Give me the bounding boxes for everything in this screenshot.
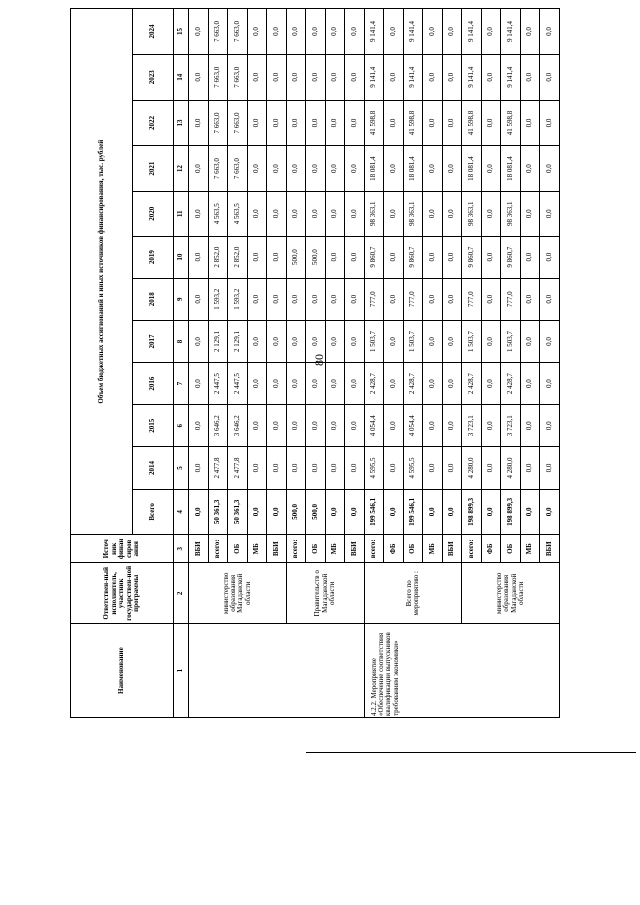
source-cell: ФБ: [481, 535, 501, 563]
value-cell: 0,0: [481, 405, 501, 447]
column-number: 15: [173, 9, 188, 55]
value-cell: 18 081,4: [403, 146, 423, 192]
value-cell: 0,0: [345, 489, 365, 535]
column-number: 13: [173, 100, 188, 146]
source-cell: МБ: [247, 535, 267, 563]
value-cell: 4 563,5: [208, 192, 228, 237]
value-cell: 0,0: [189, 100, 209, 146]
executor-cell: Правительств о Магаданской области: [286, 563, 364, 624]
value-cell: 500,0: [306, 236, 326, 278]
value-cell: 0,0: [520, 54, 540, 100]
value-cell: 0,0: [247, 146, 267, 192]
column-number: 14: [173, 54, 188, 100]
value-cell: 98 363,1: [462, 192, 482, 237]
value-cell: 777,0: [403, 278, 423, 320]
value-cell: 0,0: [442, 236, 462, 278]
source-cell: всего:: [462, 535, 482, 563]
value-cell: 0,0: [423, 489, 443, 535]
value-cell: 0,0: [286, 405, 306, 447]
value-cell: 3 723,1: [462, 405, 482, 447]
value-cell: 2 428,7: [501, 363, 521, 405]
year-header: 2019: [132, 236, 173, 278]
value-cell: 0,0: [267, 320, 287, 362]
value-cell: 0,0: [423, 9, 443, 55]
value-cell: 0,0: [306, 192, 326, 237]
value-cell: 0,0: [189, 405, 209, 447]
value-cell: 0,0: [520, 363, 540, 405]
value-cell: 0,0: [481, 54, 501, 100]
value-cell: 0,0: [345, 146, 365, 192]
value-cell: 0,0: [189, 192, 209, 237]
executor-cell: министерство образования Магаданской области: [189, 563, 287, 624]
value-cell: 7 663,0: [228, 9, 248, 55]
value-cell: 2 477,8: [208, 447, 228, 489]
value-cell: 0,0: [286, 54, 306, 100]
value-cell: 0,0: [325, 320, 345, 362]
table-row: [189, 9, 209, 718]
value-cell: 0,0: [520, 100, 540, 146]
value-cell: 0,0: [267, 278, 287, 320]
column-number: 12: [173, 146, 188, 192]
value-cell: 0,0: [286, 192, 306, 237]
value-cell: 0,0: [345, 320, 365, 362]
value-cell: 0,0: [384, 447, 404, 489]
value-cell: 0,0: [384, 54, 404, 100]
value-cell: 0,0: [384, 489, 404, 535]
value-cell: 0,0: [384, 405, 404, 447]
year-header: 2020: [132, 192, 173, 237]
value-cell: 0,0: [540, 447, 560, 489]
value-cell: 0,0: [189, 9, 209, 55]
value-cell: 0,0: [286, 363, 306, 405]
value-cell: 0,0: [286, 447, 306, 489]
header-volume: Объем бюджетных ассигнований и иных источников финансирования, тыс. рублей: [71, 9, 133, 535]
value-cell: 0,0: [325, 192, 345, 237]
row-number: [189, 624, 365, 718]
value-cell: 0,0: [384, 100, 404, 146]
value-cell: 4 054,4: [403, 405, 423, 447]
value-cell: 2 447,5: [228, 363, 248, 405]
value-cell: 98 363,1: [501, 192, 521, 237]
value-cell: 0,0: [384, 192, 404, 237]
value-cell: 41 598,8: [364, 100, 384, 146]
value-cell: 0,0: [481, 100, 501, 146]
year-header: 2018: [132, 278, 173, 320]
value-cell: 0,0: [325, 54, 345, 100]
value-cell: 0,0: [306, 320, 326, 362]
value-cell: 0,0: [540, 100, 560, 146]
value-cell: 0,0: [442, 320, 462, 362]
value-cell: 3 646,2: [228, 405, 248, 447]
measure-name: 4.2.2. Мероприятие «Обеспечение соответствия квалификации выпускников требованиям экономики»: [364, 624, 559, 718]
value-cell: 0,0: [286, 320, 306, 362]
value-cell: 9 860,7: [403, 236, 423, 278]
value-cell: 0,0: [306, 405, 326, 447]
value-cell: 500,0: [286, 489, 306, 535]
value-cell: 0,0: [442, 278, 462, 320]
value-cell: 0,0: [267, 447, 287, 489]
value-cell: 0,0: [247, 489, 267, 535]
value-cell: 7 663,0: [208, 100, 228, 146]
value-cell: 0,0: [189, 447, 209, 489]
value-cell: 0,0: [189, 363, 209, 405]
source-cell: всего:: [208, 535, 228, 563]
value-cell: 0,0: [442, 100, 462, 146]
value-cell: 1 593,2: [208, 278, 228, 320]
header-name: Наименование: [71, 624, 174, 718]
year-header: 2014: [132, 447, 173, 489]
value-cell: 0,0: [267, 9, 287, 55]
value-cell: 4 595,5: [403, 447, 423, 489]
value-cell: 41 598,8: [501, 100, 521, 146]
column-number: 9: [173, 278, 188, 320]
value-cell: 0,0: [345, 100, 365, 146]
value-cell: 0,0: [442, 447, 462, 489]
value-cell: 500,0: [306, 489, 326, 535]
column-number: 11: [173, 192, 188, 237]
value-cell: 50 361,3: [208, 489, 228, 535]
value-cell: 9 141,4: [364, 54, 384, 100]
value-cell: 0,0: [267, 100, 287, 146]
value-cell: 0,0: [267, 146, 287, 192]
value-cell: 198 899,3: [462, 489, 482, 535]
value-cell: 4 054,4: [364, 405, 384, 447]
value-cell: 0,0: [520, 405, 540, 447]
column-number: 3: [173, 535, 188, 563]
value-cell: 7 663,0: [208, 9, 228, 55]
value-cell: 0,0: [286, 9, 306, 55]
value-cell: 0,0: [306, 54, 326, 100]
value-cell: 0,0: [267, 54, 287, 100]
value-cell: 1 503,7: [462, 320, 482, 362]
source-cell: ОБ: [228, 535, 248, 563]
horizontal-rule: [306, 752, 636, 753]
value-cell: 0,0: [442, 489, 462, 535]
value-cell: 0,0: [481, 236, 501, 278]
value-cell: 0,0: [481, 320, 501, 362]
column-number: 8: [173, 320, 188, 362]
value-cell: 0,0: [384, 320, 404, 362]
value-cell: 0,0: [481, 363, 501, 405]
value-cell: 0,0: [306, 363, 326, 405]
source-cell: ОБ: [403, 535, 423, 563]
financing-table: [70, 8, 560, 718]
value-cell: 0,0: [384, 146, 404, 192]
value-cell: 0,0: [306, 100, 326, 146]
value-cell: 0,0: [325, 405, 345, 447]
table-row: [286, 9, 306, 718]
year-header: 2024: [132, 9, 173, 55]
value-cell: 0,0: [345, 236, 365, 278]
value-cell: 98 363,1: [403, 192, 423, 237]
value-cell: 0,0: [442, 405, 462, 447]
value-cell: 0,0: [540, 192, 560, 237]
value-cell: 500,0: [286, 236, 306, 278]
value-cell: 1 503,7: [403, 320, 423, 362]
value-cell: 0,0: [286, 100, 306, 146]
value-cell: 2 852,0: [228, 236, 248, 278]
value-cell: 0,0: [267, 363, 287, 405]
value-cell: 0,0: [325, 447, 345, 489]
page-number: 80: [312, 354, 326, 366]
value-cell: 2 447,5: [208, 363, 228, 405]
value-cell: 2 428,7: [462, 363, 482, 405]
value-cell: 9 141,4: [462, 54, 482, 100]
value-cell: 18 081,4: [364, 146, 384, 192]
value-cell: 0,0: [345, 405, 365, 447]
value-cell: 0,0: [423, 146, 443, 192]
source-cell: всего:: [364, 535, 384, 563]
value-cell: 9 141,4: [364, 9, 384, 55]
value-cell: 0,0: [520, 146, 540, 192]
value-cell: 0,0: [247, 320, 267, 362]
value-cell: 2 477,8: [228, 447, 248, 489]
source-cell: МБ: [423, 535, 443, 563]
value-cell: 9 141,4: [501, 9, 521, 55]
value-cell: 199 546,1: [364, 489, 384, 535]
value-cell: 2 852,0: [208, 236, 228, 278]
value-cell: 0,0: [345, 192, 365, 237]
year-header: 2022: [132, 100, 173, 146]
value-cell: 7 663,0: [208, 146, 228, 192]
value-cell: 4 280,0: [501, 447, 521, 489]
value-cell: 0,0: [520, 489, 540, 535]
year-header: 2016: [132, 363, 173, 405]
source-cell: ФБ: [384, 535, 404, 563]
value-cell: 0,0: [423, 236, 443, 278]
value-cell: 777,0: [462, 278, 482, 320]
source-cell: ВБИ: [540, 535, 560, 563]
value-cell: 0,0: [247, 447, 267, 489]
source-cell: ВБИ: [189, 535, 209, 563]
value-cell: 0,0: [325, 9, 345, 55]
value-cell: 41 598,8: [462, 100, 482, 146]
table-row: [364, 9, 384, 718]
source-cell: ОБ: [306, 535, 326, 563]
value-cell: 0,0: [345, 278, 365, 320]
value-cell: 0,0: [520, 9, 540, 55]
value-cell: 0,0: [520, 278, 540, 320]
column-number: 1: [173, 624, 188, 718]
value-cell: 0,0: [481, 192, 501, 237]
value-cell: 0,0: [481, 9, 501, 55]
value-cell: 0,0: [423, 447, 443, 489]
value-cell: 50 361,3: [228, 489, 248, 535]
value-cell: 0,0: [540, 278, 560, 320]
value-cell: 0,0: [481, 447, 501, 489]
value-cell: 0,0: [247, 54, 267, 100]
value-cell: 777,0: [501, 278, 521, 320]
value-cell: 0,0: [423, 405, 443, 447]
value-cell: 4 280,0: [462, 447, 482, 489]
value-cell: 9 141,4: [501, 54, 521, 100]
value-cell: 1 503,7: [501, 320, 521, 362]
value-cell: 0,0: [325, 489, 345, 535]
value-cell: 0,0: [267, 236, 287, 278]
value-cell: 2 428,7: [403, 363, 423, 405]
value-cell: 0,0: [189, 278, 209, 320]
value-cell: 0,0: [423, 192, 443, 237]
executor-cell: Всего по мероприятию :: [364, 563, 462, 624]
value-cell: 0,0: [345, 54, 365, 100]
value-cell: 0,0: [481, 278, 501, 320]
header-executor: Ответствен-ный исполнитель, участник государствен-ной программы: [71, 563, 174, 624]
value-cell: 0,0: [520, 320, 540, 362]
value-cell: 0,0: [442, 192, 462, 237]
value-cell: 0,0: [325, 363, 345, 405]
value-cell: 4 563,5: [228, 192, 248, 237]
value-cell: 0,0: [267, 489, 287, 535]
year-header: 2017: [132, 320, 173, 362]
value-cell: 0,0: [306, 278, 326, 320]
column-number: 2: [173, 563, 188, 624]
value-cell: 9 141,4: [462, 9, 482, 55]
value-cell: 0,0: [247, 278, 267, 320]
executor-cell: министерство образования Магаданской области: [462, 563, 560, 624]
column-number: 10: [173, 236, 188, 278]
value-cell: 0,0: [540, 363, 560, 405]
source-cell: МБ: [325, 535, 345, 563]
value-cell: 0,0: [423, 100, 443, 146]
value-cell: 0,0: [540, 9, 560, 55]
value-cell: 0,0: [286, 278, 306, 320]
value-cell: 0,0: [423, 278, 443, 320]
year-header: Всего: [132, 489, 173, 535]
value-cell: 0,0: [267, 192, 287, 237]
value-cell: 0,0: [384, 236, 404, 278]
value-cell: 0,0: [481, 489, 501, 535]
value-cell: 7 663,0: [228, 146, 248, 192]
header-source: Источ ник финан сиров ания: [71, 535, 174, 563]
year-header: 2015: [132, 405, 173, 447]
value-cell: 0,0: [306, 146, 326, 192]
value-cell: 2 129,1: [208, 320, 228, 362]
value-cell: 0,0: [442, 9, 462, 55]
value-cell: 0,0: [345, 9, 365, 55]
value-cell: 0,0: [306, 447, 326, 489]
source-cell: ВБИ: [345, 535, 365, 563]
value-cell: 98 363,1: [364, 192, 384, 237]
value-cell: 9 860,7: [462, 236, 482, 278]
value-cell: 0,0: [481, 146, 501, 192]
value-cell: 0,0: [345, 363, 365, 405]
value-cell: 0,0: [189, 146, 209, 192]
value-cell: 0,0: [540, 320, 560, 362]
value-cell: 2 428,7: [364, 363, 384, 405]
value-cell: 0,0: [189, 236, 209, 278]
value-cell: 0,0: [267, 405, 287, 447]
source-cell: всего:: [286, 535, 306, 563]
value-cell: 0,0: [247, 405, 267, 447]
value-cell: 7 663,0: [228, 54, 248, 100]
value-cell: 0,0: [247, 363, 267, 405]
value-cell: 7 663,0: [228, 100, 248, 146]
value-cell: 777,0: [364, 278, 384, 320]
value-cell: 0,0: [520, 447, 540, 489]
value-cell: 4 595,5: [364, 447, 384, 489]
value-cell: 2 129,1: [228, 320, 248, 362]
column-number: 7: [173, 363, 188, 405]
value-cell: 0,0: [247, 192, 267, 237]
value-cell: 0,0: [306, 9, 326, 55]
source-cell: ВБИ: [442, 535, 462, 563]
value-cell: 0,0: [520, 192, 540, 237]
value-cell: 3 723,1: [501, 405, 521, 447]
value-cell: 0,0: [247, 100, 267, 146]
value-cell: 0,0: [442, 54, 462, 100]
value-cell: 0,0: [423, 363, 443, 405]
value-cell: 0,0: [423, 54, 443, 100]
value-cell: 0,0: [325, 100, 345, 146]
value-cell: 0,0: [189, 320, 209, 362]
value-cell: 0,0: [286, 146, 306, 192]
value-cell: 0,0: [540, 236, 560, 278]
value-cell: 18 081,4: [501, 146, 521, 192]
value-cell: 0,0: [325, 278, 345, 320]
value-cell: 199 546,1: [403, 489, 423, 535]
value-cell: 1 593,2: [228, 278, 248, 320]
value-cell: 0,0: [247, 9, 267, 55]
column-number: 6: [173, 405, 188, 447]
value-cell: 0,0: [325, 146, 345, 192]
year-header: 2021: [132, 146, 173, 192]
value-cell: 9 860,7: [501, 236, 521, 278]
value-cell: 7 663,0: [208, 54, 228, 100]
value-cell: 0,0: [384, 9, 404, 55]
value-cell: 3 646,2: [208, 405, 228, 447]
value-cell: 18 081,4: [462, 146, 482, 192]
value-cell: 1 503,7: [364, 320, 384, 362]
source-cell: ОБ: [501, 535, 521, 563]
value-cell: 9 141,4: [403, 54, 423, 100]
year-header: 2023: [132, 54, 173, 100]
value-cell: 0,0: [325, 236, 345, 278]
value-cell: 0,0: [345, 447, 365, 489]
value-cell: 0,0: [540, 54, 560, 100]
value-cell: 0,0: [442, 146, 462, 192]
value-cell: 198 899,3: [501, 489, 521, 535]
value-cell: 0,0: [423, 320, 443, 362]
value-cell: 0,0: [442, 363, 462, 405]
value-cell: 0,0: [189, 54, 209, 100]
value-cell: 0,0: [540, 405, 560, 447]
value-cell: 0,0: [540, 489, 560, 535]
source-cell: ВБИ: [267, 535, 287, 563]
value-cell: 41 598,8: [403, 100, 423, 146]
column-number: 4: [173, 489, 188, 535]
value-cell: 9 860,7: [364, 236, 384, 278]
value-cell: 0,0: [384, 278, 404, 320]
column-number: 5: [173, 447, 188, 489]
value-cell: 0,0: [384, 363, 404, 405]
value-cell: 0,0: [520, 236, 540, 278]
value-cell: 9 141,4: [403, 9, 423, 55]
rotated-table-container: [70, 8, 560, 718]
value-cell: 0,0: [540, 146, 560, 192]
value-cell: 0,0: [247, 236, 267, 278]
value-cell: 0,0: [189, 489, 209, 535]
table-row: [462, 9, 482, 718]
source-cell: МБ: [520, 535, 540, 563]
